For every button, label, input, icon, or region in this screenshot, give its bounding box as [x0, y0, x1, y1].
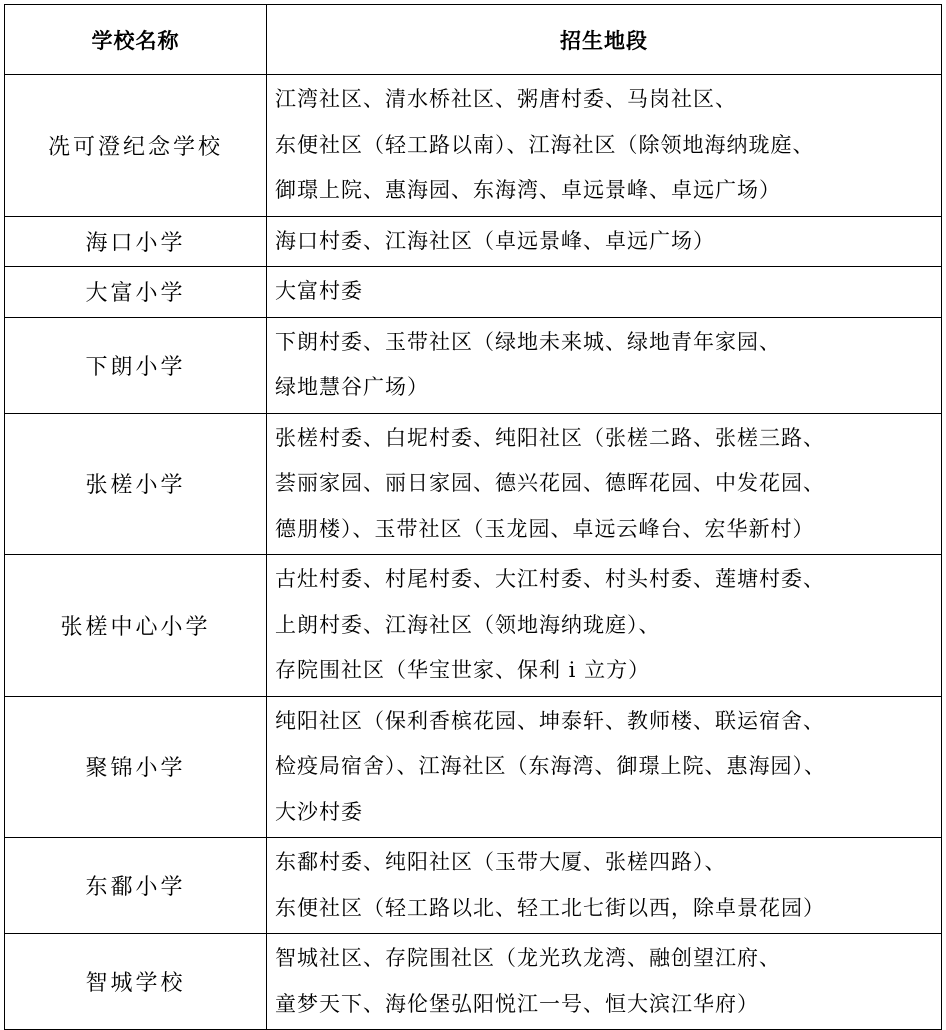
table-body: [5, 75, 942, 1030]
enrollment-area-line: 上朗村委、江海社区（领地海纳珑庭）、: [275, 612, 661, 637]
header-enrollment-area: 招生地段: [267, 5, 942, 75]
table-row: [5, 216, 942, 267]
enrollment-area-cell: [267, 934, 942, 1030]
enrollment-area-cell: [267, 838, 942, 934]
enrollment-area-line: 存院围社区（华宝世家、保利 i 立方）: [275, 658, 651, 682]
enrollment-area-line: 东便社区（轻工路以南）、江海社区（除领地海纳珑庭、: [275, 132, 815, 157]
enrollment-zone-table: [4, 4, 942, 1030]
school-name-cell: 智城学校: [5, 934, 267, 1030]
enrollment-area-line: 海口村委、江海社区（卓远景峰、卓远广场）: [275, 228, 715, 253]
enrollment-area-line: 御璟上院、惠海园、东海湾、卓远景峰、卓远广场）: [275, 178, 781, 202]
table-row: [5, 696, 942, 838]
school-name-cell: 海口小学: [5, 216, 267, 267]
enrollment-area-line: 下朗村委、玉带社区（绿地未来城、绿地青年家园、: [275, 329, 781, 354]
table-row: [5, 934, 942, 1030]
enrollment-area-line: 绿地慧谷广场）: [275, 375, 429, 399]
enrollment-area-line: 智城社区、存院围社区（龙光玖龙湾、融创望江府、: [275, 946, 781, 970]
enrollment-area-cell: [267, 267, 942, 318]
enrollment-area-cell: [267, 75, 942, 217]
enrollment-area-line: 大富村委: [275, 279, 363, 303]
enrollment-area-line: 江湾社区、清水桥社区、粥唐村委、马岗社区、: [275, 87, 737, 111]
school-name-cell: 大富小学: [5, 267, 267, 318]
school-name-cell: 张槎小学: [5, 413, 267, 555]
enrollment-area-line: 东便社区（轻工路以北、轻工北七街以西，除卓景花园）: [275, 895, 825, 920]
table-row: [5, 317, 942, 413]
enrollment-area-line: 荟丽家园、丽日家园、德兴花园、德晖花园、中发花园、: [275, 471, 825, 495]
enrollment-area-line: 童梦天下、海伦堡弘阳悦江一号、恒大滨江华府）: [275, 991, 759, 1016]
enrollment-area-line: 大沙村委: [275, 799, 363, 824]
enrollment-area-cell: [267, 413, 942, 555]
enrollment-area-line: 检疫局宿舍）、江海社区（东海湾、御璟上院、惠海园）、: [275, 754, 826, 778]
enrollment-area-line: 德朋楼）、玉带社区（玉龙园、卓远云峰台、宏华新村）: [275, 516, 815, 541]
enrollment-area-line: 张槎村委、白坭村委、纯阳社区（张槎二路、张槎三路、: [275, 425, 825, 450]
enrollment-area-line: 东鄱村委、纯阳社区（玉带大厦、张槎四路）、: [275, 850, 727, 874]
school-name-cell: 下朗小学: [5, 317, 267, 413]
school-name-cell: 冼可澄纪念学校: [5, 75, 267, 217]
school-name-cell: 东鄱小学: [5, 838, 267, 934]
enrollment-area-cell: [267, 216, 942, 267]
table-row: [5, 267, 942, 318]
enrollment-area-cell: [267, 317, 942, 413]
school-name-cell: 张槎中心小学: [5, 555, 267, 697]
school-name-cell: 聚锦小学: [5, 696, 267, 838]
table-row: [5, 75, 942, 217]
header-row: [5, 5, 942, 75]
table-row: [5, 838, 942, 934]
enrollment-area-cell: [267, 555, 942, 697]
enrollment-area-line: 纯阳社区（保利香槟花园、坤泰轩、教师楼、联运宿舍、: [275, 708, 825, 733]
table-row: [5, 413, 942, 555]
header-school-name: 学校名称: [5, 5, 267, 75]
enrollment-area-cell: [267, 696, 942, 838]
table-row: [5, 555, 942, 697]
enrollment-area-line: 古灶村委、村尾村委、大江村委、村头村委、莲塘村委、: [275, 567, 825, 591]
